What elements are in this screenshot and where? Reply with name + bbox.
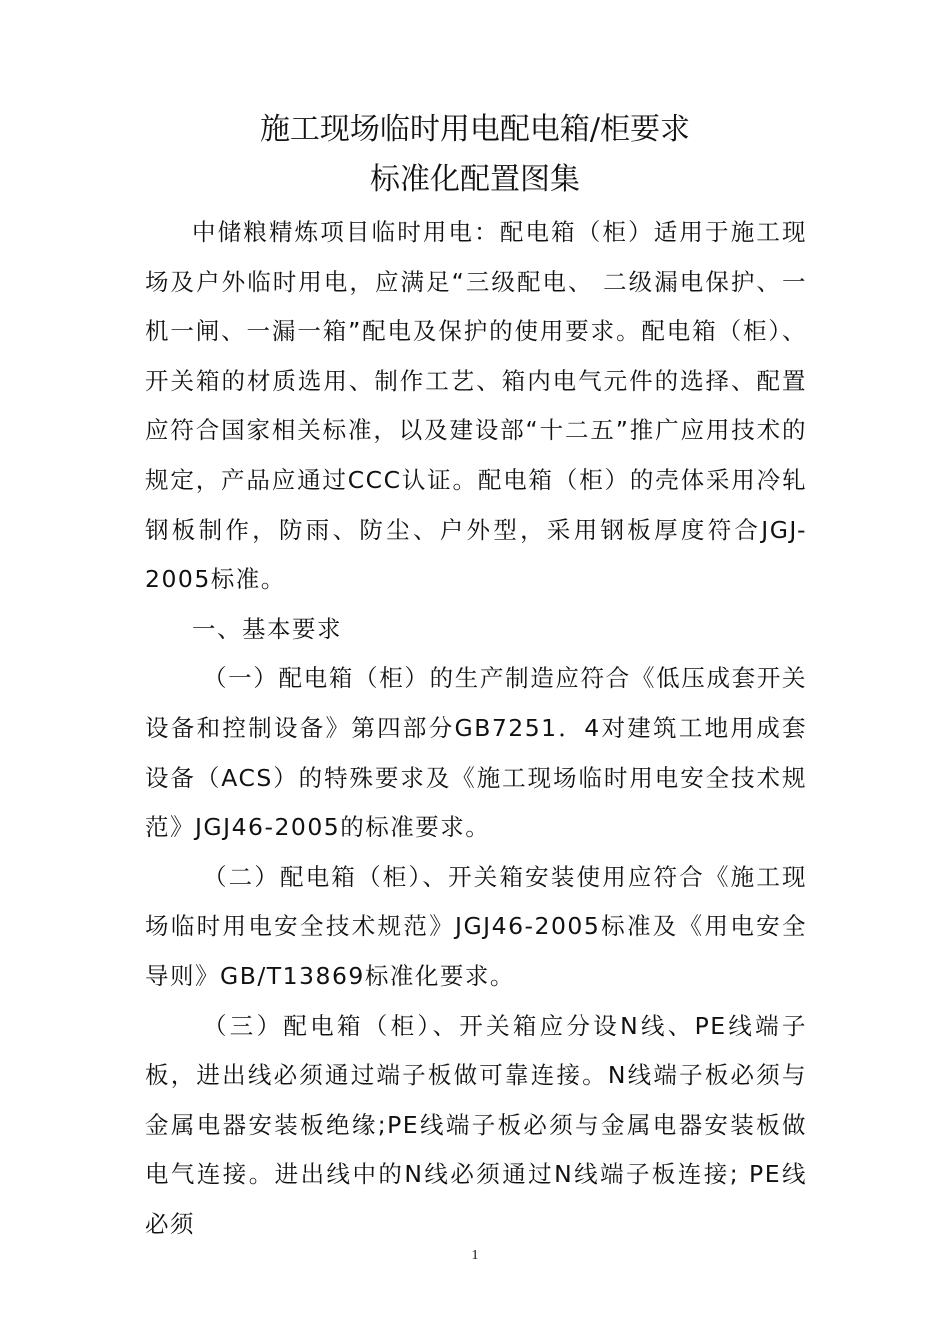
- document-title-line-1: 施工现场临时用电配电箱/柜要求: [259, 112, 691, 147]
- section-heading-basic-requirements: 一、基本要求: [192, 614, 342, 643]
- requirement-item-3: （三）配电箱（柜）、开关箱应分设N线、PE线端子板，进出线必须通过端子板做可靠连接。N线端子板必须与金属电器安装板绝缘;PE线端子板必须与金属电器安装板做电气连接。进出线中的N线必须通过N线端子板连接; PE线必须: [145, 1011, 807, 1238]
- page-number: 1: [471, 1248, 479, 1263]
- document-body: [145, 208, 807, 1249]
- document-title-line-2: 标准化配置图集: [370, 162, 580, 197]
- intro-paragraph: 中储粮精炼项目临时用电：配电箱（柜）适用于施工现场及户外临时用电，应满足“三级配电、 二级漏电保护、一机一闸、一漏一箱”配电及保护的使用要求。配电箱（柜）、开关箱的材质选用、制作工艺、箱内电气元件的选择、配置应符合国家相关标准，以及建设部“十二五”推广应用技术的规定，产品应通过CCC认证。配电箱（柜）的壳体采用冷轧钢板制作，防雨、防尘、户外型，采用钢板厚度符合JGJ-2005标准。: [145, 218, 807, 594]
- requirement-item-2: （二）配电箱（柜）、开关箱安装使用应符合《施工现场临时用电安全技术规范》JGJ46-2005标准及《用电安全导则》GB/T13869标准化要求。: [145, 862, 807, 990]
- requirement-item-1: （一）配电箱（柜）的生产制造应符合《低压成套开关设备和控制设备》第四部分GB7251．4对建筑工地用成套设备（ACS）的特殊要求及《施工现场临时用电安全技术规范》JGJ46-2005的标准要求。: [145, 664, 807, 842]
